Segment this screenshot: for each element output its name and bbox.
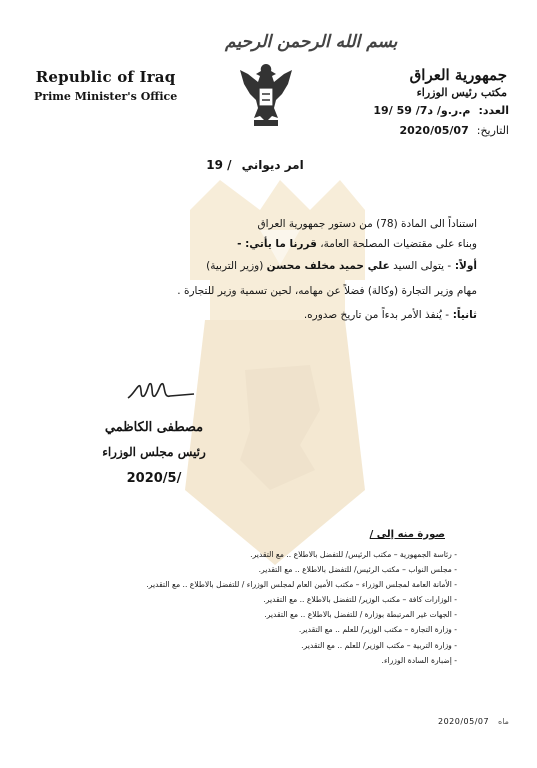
order-number: / 19 <box>206 158 232 172</box>
date-value: 2020/05/07 <box>399 124 469 137</box>
cc-item: - الوزارات كافة – مكتب الوزير/ للتفضل بالاطلاع .. مع التقدير. <box>117 592 457 607</box>
body-line-5 <box>77 309 477 321</box>
basmala: بسم الله الرحمن الرحيم <box>225 32 398 52</box>
footer-mark: ماه <box>498 717 509 726</box>
office-name-ar: مكتب رئيس الوزراء <box>416 86 507 99</box>
country-name-ar: جمهورية العراق <box>409 66 507 84</box>
clause-first-text: - يتولى السيد <box>389 260 452 272</box>
order-title-text: امر ديواني <box>241 158 304 172</box>
signer-title: رئيس مجلس الوزراء <box>102 445 206 459</box>
appointee-name: علي حميد مخلف محسن <box>266 260 390 272</box>
cc-item: - رئاسة الجمهورية – مكتب الرئيس/ للتفضل بالاطلاع .. مع التقدير. <box>117 547 457 562</box>
cc-item: - إضبارة السادة الوزراء. <box>117 653 457 668</box>
header-left <box>34 68 177 103</box>
handwritten-signature-icon <box>124 378 204 402</box>
order-title <box>190 158 320 172</box>
date-label: التاريخ: <box>476 124 509 137</box>
country-name-en: Republic of Iraq <box>35 68 176 86</box>
appointee-position: (وزير التربية) <box>206 260 267 272</box>
clause-second-label: ثانياً: <box>449 309 477 321</box>
clause-second-text: - يُنفذ الأمر بدءاً من تاريخ صدوره. <box>303 309 450 321</box>
cc-item: - وزارة التربية – مكتب الوزير/ للعلم .. مع التقدير. <box>117 638 457 653</box>
signer-block <box>84 420 224 486</box>
body-line-1: استناداً الى المادة (78) من دستور جمهورية العراق <box>257 218 477 230</box>
body-line-2-text: وبناء على مقتضيات المصلحة العامة، <box>316 238 477 250</box>
cc-item: - وزارة التجارة – مكتب الوزير/ للعلم .. مع التقدير. <box>117 622 457 637</box>
cc-title: صورة منه إلى / <box>369 529 445 540</box>
cc-list <box>117 547 457 668</box>
cc-item: - الجهات غير المرتبطة بوزارة / للتفضل بالاطلاع .. مع التقدير. <box>117 607 457 622</box>
cc-item: - الأمانة العامة لمجلس الوزراء – مكتب الأمين العام لمجلس الوزراء / للتفضل بالاطلاع .. مع التقدير. <box>117 577 457 592</box>
body-line-2 <box>77 238 477 250</box>
reference-value: م.ر.و/ د7/ 59 /19 <box>373 104 471 117</box>
signature-date: 2020/5/ <box>126 471 182 486</box>
body-line-3 <box>77 260 477 272</box>
cc-item: - مجلس النواب – مكتب الرئيس/ للتفضل بالاطلاع .. مع التقدير. <box>117 562 457 577</box>
reference-label: العدد: <box>478 104 509 117</box>
clause-first-label: أولاً: <box>451 260 477 272</box>
reference-number <box>373 104 509 117</box>
watermark-emblem-icon <box>150 170 400 570</box>
signer-name: مصطفى الكاظمي <box>104 420 204 435</box>
header-right <box>410 66 507 99</box>
iraq-eagle-emblem-icon <box>236 60 296 130</box>
body-line-2-decision: قررنا ما يأتي: - <box>237 238 317 250</box>
footer-date: 2020/05/07 <box>438 717 490 726</box>
document-date <box>399 124 509 137</box>
office-name-en: Prime Minister's Office <box>34 90 178 103</box>
body-line-4: مهام وزير التجارة (وكالة) فضلاً عن مهامه، لحين تسمية وزير للتجارة . <box>177 285 477 297</box>
